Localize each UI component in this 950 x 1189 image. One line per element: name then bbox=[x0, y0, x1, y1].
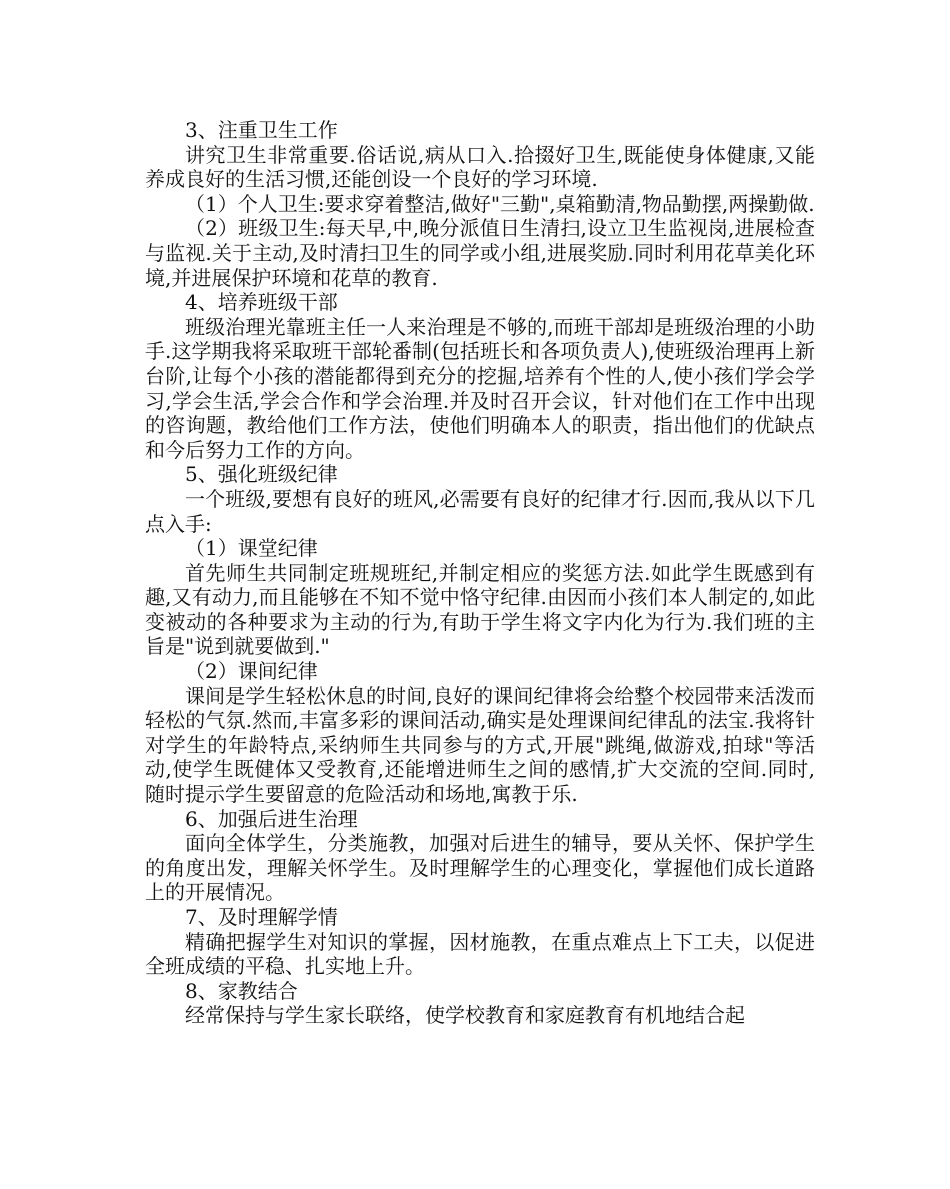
section-heading: 6、加强后进生治理 bbox=[185, 806, 358, 831]
document-page bbox=[145, 118, 815, 1028]
body-paragraph: 经常保持与学生家长联络，使学校教育和家庭教育有机地结合起 bbox=[185, 1003, 745, 1028]
list-item: （1）个人卫生:要求穿着整洁,做好"三勤",桌箱勤清,物品勤摆,两操勤做. bbox=[185, 191, 815, 216]
section-heading: 7、及时理解学情 bbox=[185, 905, 338, 929]
body-paragraph: 课间是学生轻松休息的时间,良好的课间纪律将会给整个校园带来活泼而轻松的气氛.然而,丰富多彩的课间活动,确实是处理课间纪律乱的法宝.我将针对学生的年龄特点,采纳师生共同参与的方式,开展"跳绳,做游戏,拍球"等活动,使学生既健体又受教育,还能增进师生之间的感情,扩大交流的空间.同时,随时提示学生要留意的危险活动和场地,寓教于乐. bbox=[145, 683, 815, 807]
body-paragraph: 班级治理光靠班主任一人来治理是不够的,而班干部却是班级治理的小助手.这学期我将采取班干部轮番制(包括班长和各项负责人),使班级治理再上新台阶,让每个小孩的潜能都得到充分的挖掘,培养有个性的人,使小孩们学会学习,学会生活,学会合作和学会治理.并及时召开会议，针对他们在工作中出现的咨询题，教给他们工作方法，使他们明确本人的职责，指出他们的优缺点和今后努力工作的方向。 bbox=[145, 314, 815, 462]
subsection-heading: （2）课间纪律 bbox=[185, 659, 318, 684]
body-paragraph: 面向全体学生，分类施教，加强对后进生的辅导，要从关怀、保护学生的角度出发，理解关怀学生。及时理解学生的心理变化，掌握他们成长道路上的开展情况。 bbox=[145, 831, 815, 905]
body-paragraph: 讲究卫生非常重要.俗话说,病从口入.拾掇好卫生,既能使身体健康,又能养成良好的生活习惯,还能创设一个良好的学习环境. bbox=[145, 142, 815, 192]
subsection-heading: （1）课堂纪律 bbox=[185, 536, 318, 561]
section-heading: 3、注重卫生工作 bbox=[185, 118, 338, 142]
section-heading: 4、培养班级干部 bbox=[185, 290, 338, 315]
body-paragraph: 一个班级,要想有良好的班风,必需要有良好的纪律才行.因而,我从以下几点入手: bbox=[145, 486, 815, 536]
list-item: （2）班级卫生:每天早,中,晚分派值日生清扫,设立卫生监视岗,进展检查与监视.关于主动,及时清扫卫生的同学或小组,进展奖励.同时利用花草美化环境,并进展保护环境和花草的教育. bbox=[145, 216, 815, 290]
section-heading: 5、强化班级纪律 bbox=[185, 462, 338, 487]
body-paragraph: 首先师生共同制定班规班纪,并制定相应的奖惩方法.如此学生既感到有趣,又有动力,而且能够在不知不觉中恪守纪律.由因而小孩们本人制定的,如此变被动的各种要求为主动的行为,有助于学生将文字内化为行为.我们班的主旨是"说到就要做到." bbox=[145, 560, 815, 659]
body-paragraph: 精确把握学生对知识的掌握，因材施教，在重点难点上下工夫，以促进全班成绩的平稳、扎实地上升。 bbox=[145, 929, 815, 979]
section-heading: 8、家教结合 bbox=[185, 978, 298, 1003]
